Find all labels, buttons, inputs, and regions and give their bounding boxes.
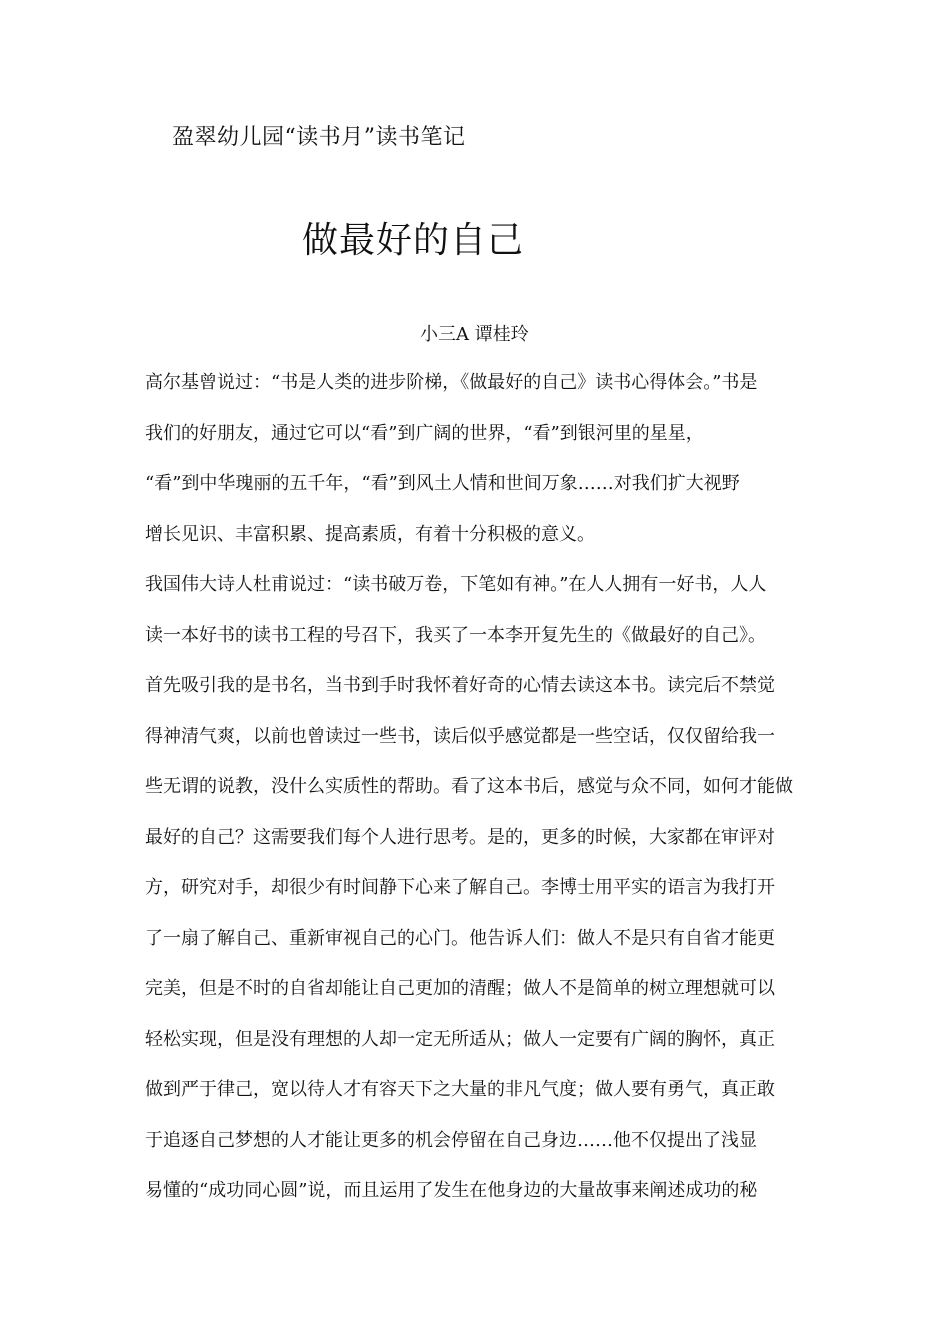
document-header: 盈翠幼儿园“读书月”读书笔记 [172, 125, 466, 150]
body-line: 了一扇了解自己、重新审视自己的心门。他告诉人们：做人不是只有自省才能更 [145, 927, 775, 949]
body-line: “看”到中华瑰丽的五千年，“看”到风土人情和世间万象……对我们扩大视野 [145, 473, 740, 494]
body-line: 轻松实现，但是没有理想的人却一定无所适从；做人一定要有广阔的胸怀，真正 [145, 1028, 775, 1050]
document-title: 做最好的自己 [302, 220, 525, 261]
body-line: 于追逐自己梦想的人才能让更多的机会停留在自己身边……他不仅提出了浅显 [145, 1129, 757, 1151]
author-byline: 小三A 谭桂玲 [420, 324, 529, 345]
body-line: 做到严于律己，宽以待人才有容天下之大量的非凡气度；做人要有勇气，真正敢 [145, 1079, 775, 1100]
body-line: 首先吸引我的是书名，当书到手时我怀着好奇的心情去读这本书。读完后不禁觉 [145, 675, 775, 696]
body-line: 完美，但是不时的自省却能让自己更加的清醒；做人不是简单的树立理想就可以 [145, 978, 775, 999]
body-line: 我们的好朋友，通过它可以“看”到广阔的世界，“看”到银河里的星星， [145, 422, 704, 444]
body-line: 增长见识、丰富积累、提高素质，有着十分积极的意义。 [145, 523, 595, 545]
body-line: 读一本好书的读书工程的号召下，我买了一本李开复先生的《做最好的自己》。 [145, 624, 766, 646]
body-line: 高尔基曾说过：“书是人类的进步阶梯，《做最好的自己》读书心得体会。”书是 [145, 372, 758, 393]
body-line: 得神清气爽，以前也曾读过一些书，读后似乎感觉都是一些空话，仅仅留给我一 [145, 725, 775, 747]
body-line: 方，研究对手，却很少有时间静下心来了解自己。李博士用平实的语言为我打开 [145, 877, 775, 898]
body-line: 易懂的“成功同心圆”说，而且运用了发生在他身边的大量故事来阐述成功的秘 [145, 1180, 758, 1201]
body-line: 最好的自己？这需要我们每个人进行思考。是的，更多的时候，大家都在审评对 [145, 826, 775, 848]
body-line: 些无谓的说教，没什么实质性的帮助。看了这本书后，感觉与众不同，如何才能做 [145, 776, 793, 797]
document-body [145, 358, 810, 1217]
body-line: 我国伟大诗人杜甫说过：“读书破万卷，下笔如有神。”在人人拥有一好书，人人 [145, 574, 767, 595]
